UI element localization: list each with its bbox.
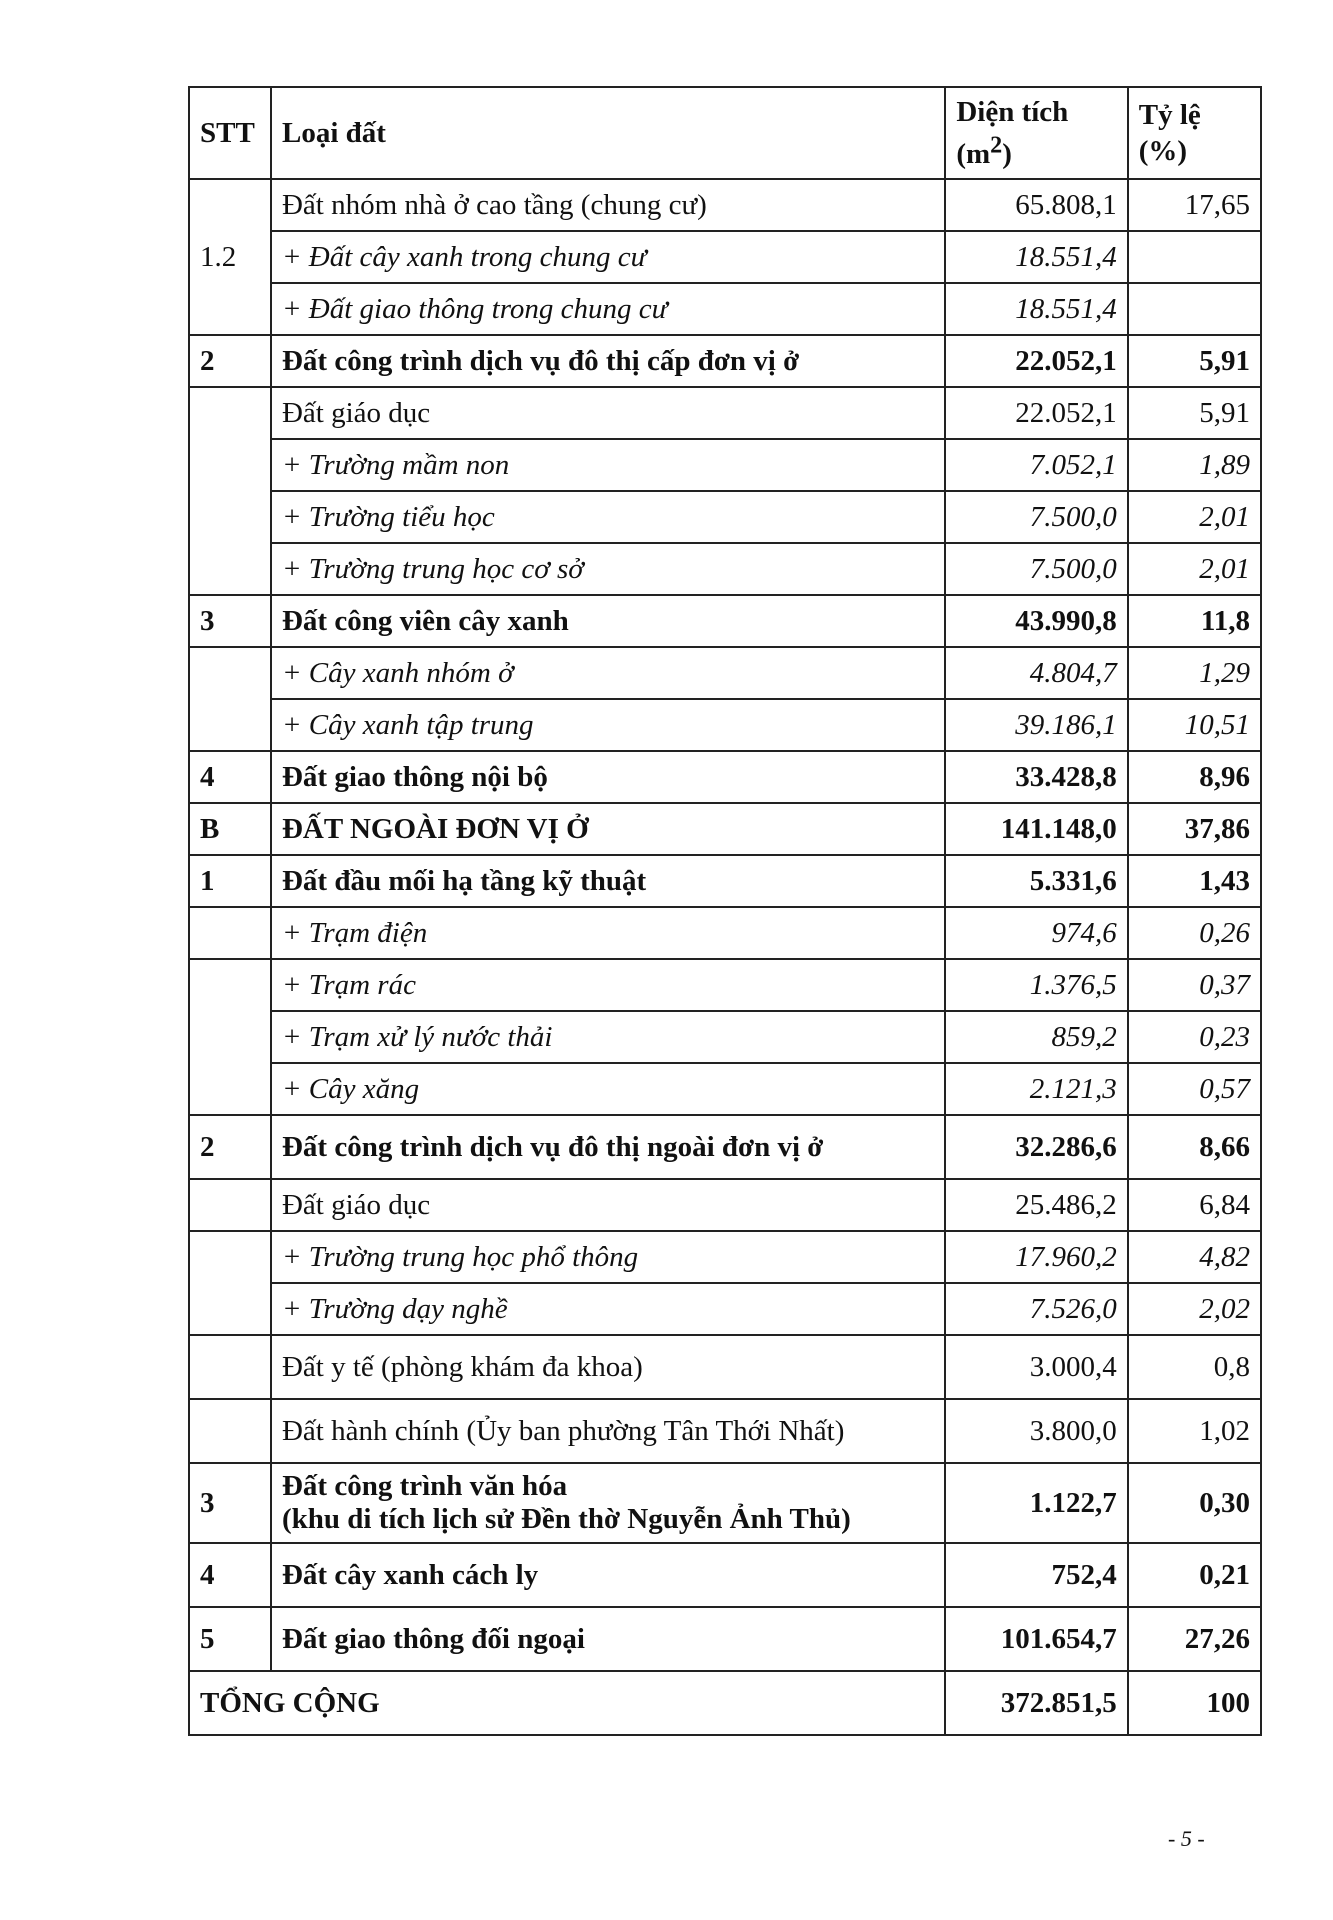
row-pct: 0,23: [1128, 1011, 1261, 1063]
row-pct: 5,91: [1128, 387, 1261, 439]
table-row: [189, 1231, 1261, 1283]
header-ty-le-unit: (%): [1138, 135, 1188, 167]
table-row: [189, 855, 1261, 907]
row-name: [271, 1463, 945, 1543]
row-area: 5.331,6: [945, 855, 1127, 907]
row-pct: 10,51: [1128, 699, 1261, 751]
row-stt: 2: [189, 1115, 271, 1179]
row-name: + Trường dạy nghề: [271, 1283, 945, 1335]
row-name: + Cây xanh tập trung: [271, 699, 945, 751]
table-row: [189, 1011, 1261, 1063]
row-stt-empty: [189, 907, 271, 959]
table-row: [189, 283, 1261, 335]
row-name: Đất công viên cây xanh: [271, 595, 945, 647]
row-pct: 5,91: [1128, 335, 1261, 387]
table-row: [189, 595, 1261, 647]
row-name: Đất cây xanh cách ly: [271, 1543, 945, 1607]
row-pct: 2,01: [1128, 543, 1261, 595]
row-name: + Trường mầm non: [271, 439, 945, 491]
row-area: 43.990,8: [945, 595, 1127, 647]
row-area: 1.122,7: [945, 1463, 1127, 1543]
table-row: [189, 1607, 1261, 1671]
row-area: 22.052,1: [945, 387, 1127, 439]
row-area: 3.000,4: [945, 1335, 1127, 1399]
header-dien-tich: [945, 87, 1127, 179]
table-row: [189, 647, 1261, 699]
table-row: [189, 335, 1261, 387]
row-pct: 8,96: [1128, 751, 1261, 803]
row-pct: 1,02: [1128, 1399, 1261, 1463]
total-label: TỔNG CỘNG: [189, 1671, 945, 1735]
table-row: [189, 699, 1261, 751]
table-row: [189, 1399, 1261, 1463]
row-area: 752,4: [945, 1543, 1127, 1607]
row-name: + Cây xanh nhóm ở: [271, 647, 945, 699]
table-header-row: [189, 87, 1261, 179]
row-pct: 17,65: [1128, 179, 1261, 231]
row-name-line1: Đất công trình văn hóa: [281, 1470, 568, 1502]
row-stt: 4: [189, 751, 271, 803]
row-pct: 37,86: [1128, 803, 1261, 855]
row-stt: 5: [189, 1607, 271, 1671]
header-ty-le-label: Tỷ lệ: [1138, 98, 1201, 131]
table-row: [189, 387, 1261, 439]
row-name: Đất công trình dịch vụ đô thị cấp đơn vị ở: [271, 335, 945, 387]
row-name: Đất giao thông đối ngoại: [271, 1607, 945, 1671]
row-pct: 2,02: [1128, 1283, 1261, 1335]
table-row: [189, 439, 1261, 491]
row-pct: 4,82: [1128, 1231, 1261, 1283]
header-ty-le: [1128, 87, 1261, 179]
row-name: + Đất cây xanh trong chung cư: [271, 231, 945, 283]
row-stt-empty: [189, 959, 271, 1115]
row-pct: [1128, 231, 1261, 283]
row-area: 18.551,4: [945, 231, 1127, 283]
row-stt: 3: [189, 1463, 271, 1543]
row-area: 17.960,2: [945, 1231, 1127, 1283]
row-name: + Trường tiểu học: [271, 491, 945, 543]
row-area: 141.148,0: [945, 803, 1127, 855]
row-area: 7.500,0: [945, 543, 1127, 595]
row-pct: 0,30: [1128, 1463, 1261, 1543]
total-row: [189, 1671, 1261, 1735]
page-number: - 5 -: [1168, 1826, 1205, 1851]
row-pct: 0,57: [1128, 1063, 1261, 1115]
row-area: 25.486,2: [945, 1179, 1127, 1231]
row-pct: 0,37: [1128, 959, 1261, 1011]
row-name: + Trạm xử lý nước thải: [271, 1011, 945, 1063]
table-row: [189, 231, 1261, 283]
row-pct: 6,84: [1128, 1179, 1261, 1231]
row-pct: 11,8: [1128, 595, 1261, 647]
row-stt: 4: [189, 1543, 271, 1607]
row-area: 2.121,3: [945, 1063, 1127, 1115]
header-dien-tich-unit: $(m^2)$: [956, 131, 1012, 170]
table-row: [189, 491, 1261, 543]
row-area: 7.526,0: [945, 1283, 1127, 1335]
row-name: ĐẤT NGOÀI ĐƠN VỊ Ở: [271, 803, 945, 855]
row-stt-empty: [189, 1231, 271, 1335]
row-pct: 1,29: [1128, 647, 1261, 699]
row-name: Đất đầu mối hạ tầng kỹ thuật: [271, 855, 945, 907]
row-stt: 1: [189, 855, 271, 907]
row-stt: B: [189, 803, 271, 855]
total-pct: 100: [1128, 1671, 1261, 1735]
table-row: [189, 907, 1261, 959]
row-area: 859,2: [945, 1011, 1127, 1063]
row-area: 32.286,6: [945, 1115, 1127, 1179]
row-area: 974,6: [945, 907, 1127, 959]
row-stt-empty: [189, 387, 271, 595]
table-row: [189, 751, 1261, 803]
row-name: + Trạm rác: [271, 959, 945, 1011]
row-pct: 1,43: [1128, 855, 1261, 907]
row-area: 101.654,7: [945, 1607, 1127, 1671]
table-row: [189, 179, 1261, 231]
header-loai-dat: Loại đất: [271, 87, 945, 179]
table-row: [189, 1283, 1261, 1335]
table-row: [189, 543, 1261, 595]
row-name: + Đất giao thông trong chung cư: [271, 283, 945, 335]
row-area: 22.052,1: [945, 335, 1127, 387]
row-name-line2: (khu di tích lịch sử Đền thờ Nguyễn Ảnh Thủ): [281, 1503, 851, 1535]
row-name: Đất giao thông nội bộ: [271, 751, 945, 803]
table-row: [189, 959, 1261, 1011]
row-stt-empty: [189, 1179, 271, 1231]
row-pct: 8,66: [1128, 1115, 1261, 1179]
row-area: 18.551,4: [945, 283, 1127, 335]
row-stt-empty: [189, 647, 271, 751]
row-pct: 27,26: [1128, 1607, 1261, 1671]
land-use-table: [188, 86, 1262, 1736]
table-row: [189, 1463, 1261, 1543]
row-area: 7.500,0: [945, 491, 1127, 543]
row-stt-empty: [189, 1335, 271, 1399]
row-name: + Trường trung học phổ thông: [271, 1231, 945, 1283]
row-stt: 1.2: [189, 179, 271, 335]
row-name: + Trạm điện: [271, 907, 945, 959]
row-name: + Cây xăng: [271, 1063, 945, 1115]
row-area: 39.186,1: [945, 699, 1127, 751]
row-area: 1.376,5: [945, 959, 1127, 1011]
row-name: Đất giáo dục: [271, 1179, 945, 1231]
row-pct: 2,01: [1128, 491, 1261, 543]
row-area: 65.808,1: [945, 179, 1127, 231]
table-row: [189, 1179, 1261, 1231]
row-area: 33.428,8: [945, 751, 1127, 803]
table-row: [189, 1335, 1261, 1399]
row-pct: 1,89: [1128, 439, 1261, 491]
row-name: Đất công trình dịch vụ đô thị ngoài đơn vị ở: [271, 1115, 945, 1179]
row-pct: 0,26: [1128, 907, 1261, 959]
row-name: Đất giáo dục: [271, 387, 945, 439]
total-area: 372.851,5: [945, 1671, 1127, 1735]
row-name: Đất hành chính (Ủy ban phường Tân Thới Nhất): [271, 1399, 945, 1463]
row-area: 3.800,0: [945, 1399, 1127, 1463]
row-name: Đất nhóm nhà ở cao tầng (chung cư): [271, 179, 945, 231]
row-pct: 0,8: [1128, 1335, 1261, 1399]
row-stt: 3: [189, 595, 271, 647]
row-stt: 2: [189, 335, 271, 387]
row-pct: [1128, 283, 1261, 335]
row-area: 7.052,1: [945, 439, 1127, 491]
table-row: [189, 1063, 1261, 1115]
header-dien-tich-label: Diện tích: [956, 95, 1069, 128]
header-stt: STT: [189, 87, 271, 179]
row-stt-empty: [189, 1399, 271, 1463]
row-area: 4.804,7: [945, 647, 1127, 699]
row-pct: 0,21: [1128, 1543, 1261, 1607]
row-name: Đất y tế (phòng khám đa khoa): [271, 1335, 945, 1399]
row-name: + Trường trung học cơ sở: [271, 543, 945, 595]
table-row: [189, 1115, 1261, 1179]
table-row: [189, 1543, 1261, 1607]
table-row: [189, 803, 1261, 855]
